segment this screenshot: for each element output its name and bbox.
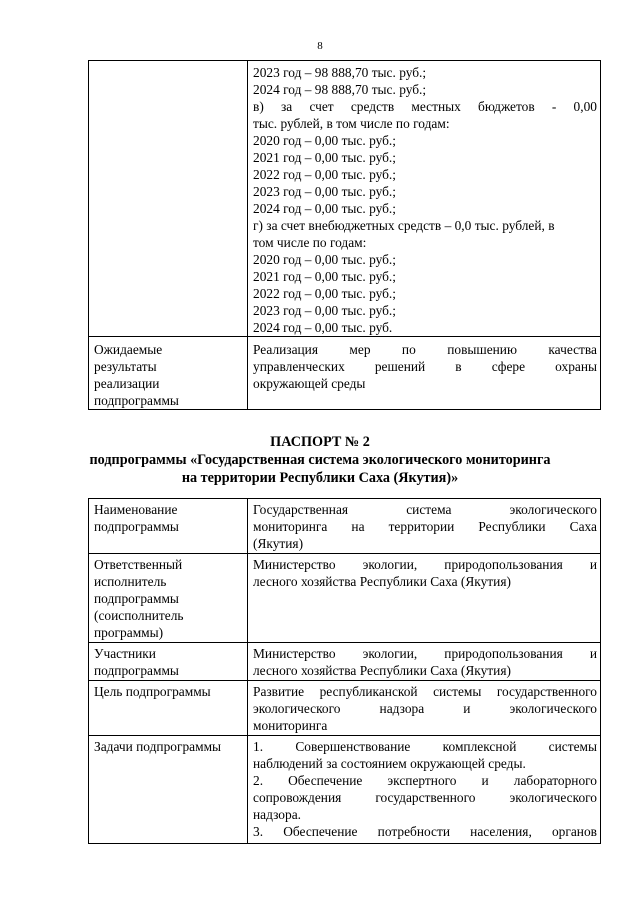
goal-value: [248, 681, 601, 736]
empty-label-cell: [89, 61, 248, 337]
passport-table: [88, 498, 601, 844]
value-line: 1. Совершенствование комплексной системы: [253, 739, 597, 754]
value-line: мониторинга на территории Республики Саха: [253, 519, 597, 534]
subprogram-name-value: [248, 499, 601, 554]
goal-label: [89, 681, 248, 736]
label-line: подпрограммы: [94, 663, 179, 678]
value-line: Министерство экологии, природопользования и: [253, 557, 597, 572]
label-line: (соисполнитель: [94, 608, 184, 623]
table-row: [89, 554, 601, 643]
label-line: программы): [94, 625, 164, 640]
table-row: [89, 681, 601, 736]
table-row: [89, 736, 601, 844]
responsible-executor-value: [248, 554, 601, 643]
value-line: Реализация мер по повышению качества: [253, 342, 597, 357]
value-line: надзора.: [253, 807, 301, 822]
funding-line: 2020 год – 0,00 тыс. руб.;: [253, 133, 396, 148]
funding-line: 2021 год – 0,00 тыс. руб.;: [253, 269, 396, 284]
tasks-label: [89, 736, 248, 844]
label-line: Ожидаемые: [94, 342, 163, 357]
funding-value-cell: [248, 61, 601, 337]
funding-line: 2023 год – 0,00 тыс. руб.;: [253, 184, 396, 199]
funding-line: 2023 год – 0,00 тыс. руб.;: [253, 303, 396, 318]
funding-line: 2024 год – 0,00 тыс. руб.: [253, 320, 393, 335]
funding-line: 2023 год – 98 888,70 тыс. руб.;: [253, 65, 427, 80]
value-line: экологического надзора и экологического: [253, 701, 597, 716]
funding-line: том числе по годам:: [253, 235, 367, 250]
funding-table-continuation: [88, 60, 601, 410]
tasks-value: [248, 736, 601, 844]
value-line: лесного хозяйства Республики Саха (Якутия): [253, 574, 511, 589]
table-row: [89, 499, 601, 554]
table-row: [89, 643, 601, 681]
table-row: [89, 337, 601, 410]
value-line: 3. Обеспечение потребности населения, органов: [253, 824, 597, 839]
funding-line: 2022 год – 0,00 тыс. руб.;: [253, 286, 396, 301]
value-line: управленческих решений в сфере охраны: [253, 359, 597, 374]
label-line: Наименование: [94, 502, 178, 517]
label-line: реализации: [94, 376, 160, 391]
participants-value: [248, 643, 601, 681]
label-line: подпрограммы: [94, 591, 179, 606]
label-line: Ответственный: [94, 557, 183, 572]
participants-label: [89, 643, 248, 681]
expected-results-value: [248, 337, 601, 410]
value-line: наблюдений за состоянием окружающей среды.: [253, 756, 526, 771]
expected-results-label: [89, 337, 248, 410]
funding-line: 2024 год – 0,00 тыс. руб.;: [253, 201, 396, 216]
value-line: Министерство экологии, природопользования и: [253, 646, 597, 661]
label-line: результаты: [94, 359, 157, 374]
value-line: окружающей среды: [253, 376, 366, 391]
table-row: [89, 61, 601, 337]
funding-line: 2020 год – 0,00 тыс. руб.;: [253, 252, 396, 267]
passport-subtitle: подпрограммы «Государственная система экологического мониторинга: [89, 452, 551, 468]
label-line: подпрограммы: [94, 519, 179, 534]
value-line: 2. Обеспечение экспертного и лабораторного: [253, 773, 597, 788]
funding-line: г) за счет внебюджетных средств – 0,0 тыс. рублей, в: [253, 218, 555, 233]
label-line: исполнитель: [94, 574, 167, 589]
passport-title: ПАСПОРТ № 2: [270, 434, 370, 450]
page-number: 8: [317, 40, 323, 52]
passport-subtitle: на территории Республики Саха (Якутия)»: [181, 470, 459, 486]
funding-line: в) за счет средств местных бюджетов - 0,00: [253, 99, 597, 114]
responsible-executor-label: [89, 554, 248, 643]
value-line: мониторинга: [253, 718, 328, 733]
label-line: Цель подпрограммы: [94, 684, 211, 699]
funding-line: 2021 год – 0,00 тыс. руб.;: [253, 150, 396, 165]
value-line: Развитие республиканской системы государственного: [253, 684, 597, 699]
funding-line: тыс. рублей, в том числе по годам:: [253, 116, 450, 131]
value-line: Государственная система экологического: [253, 502, 597, 517]
value-line: лесного хозяйства Республики Саха (Якутия): [253, 663, 511, 678]
funding-line: 2022 год – 0,00 тыс. руб.;: [253, 167, 396, 182]
label-line: Участники: [94, 646, 156, 661]
value-line: (Якутия): [253, 536, 304, 551]
value-line: сопровождения государственного экологического: [253, 790, 597, 805]
subprogram-name-label: [89, 499, 248, 554]
funding-line: 2024 год – 98 888,70 тыс. руб.;: [253, 82, 427, 97]
label-line: Задачи подпрограммы: [94, 739, 222, 754]
label-line: подпрограммы: [94, 393, 179, 408]
